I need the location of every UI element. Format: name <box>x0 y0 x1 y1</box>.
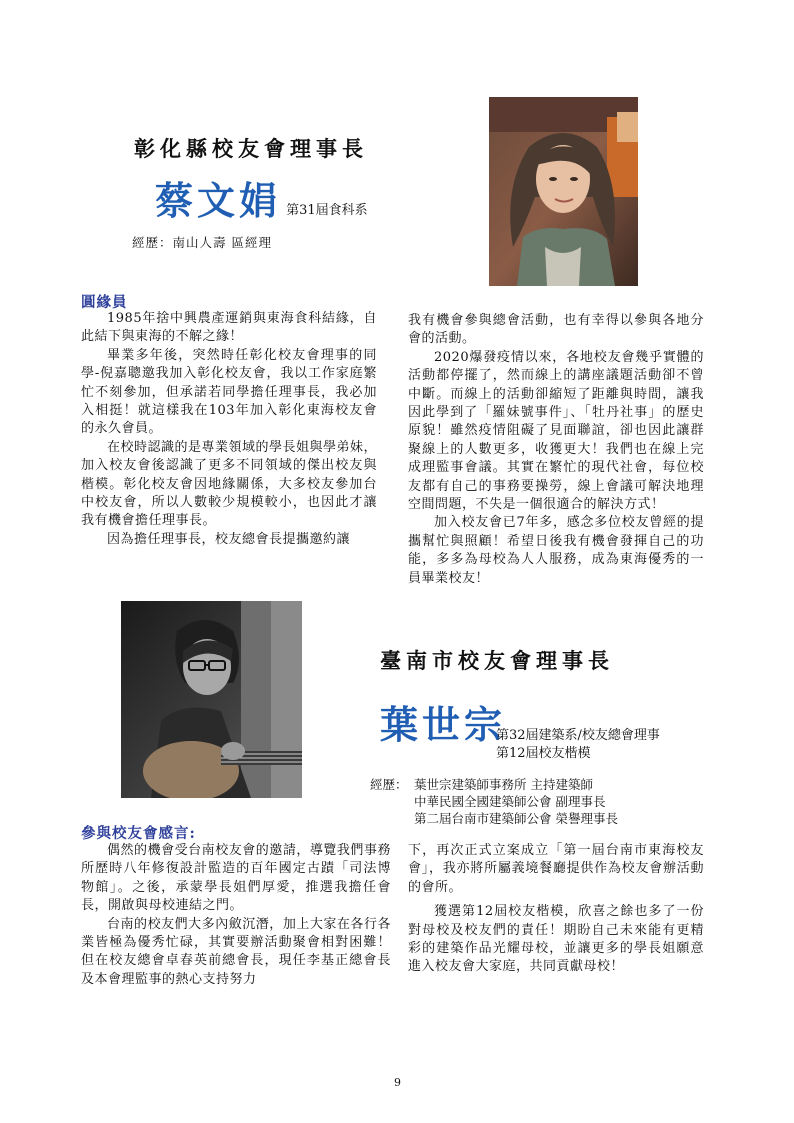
section2-class-info-1: 第32屆建築系/校友總會理事 <box>496 728 660 743</box>
section2-right-column <box>408 842 704 977</box>
section1-right-paragraph: 加入校友會已7年多，感念多位校友曾經的提攜幫忙與照顧！希望日後我有機會發揮自己的功能，多多為母校為人人服務，成為東海優秀的一員畢業校友！ <box>408 515 704 586</box>
section1-name-row <box>155 178 368 223</box>
portrait-guitarist-image <box>121 601 302 798</box>
portrait-woman-image <box>489 97 638 286</box>
section2-right-paragraph: 獲選第12屆校友楷模，欣喜之餘也多了一份對母校及校友們的責任！期盼自己未來能有更精彩的建築作品光耀母校，並讓更多的學長姐願意進入校友會大家庭，共同貢獻母校！ <box>408 904 704 975</box>
section1-left-paragraph: 因為擔任理事長，校友總會長提攜邀約讓 <box>107 531 351 547</box>
section2-career-lines <box>414 776 618 827</box>
section1-right-column <box>408 312 704 588</box>
section1-name: 蔡文娟 <box>155 178 282 223</box>
section2-right-paragraph: 下，再次正式立案成立「第一屆台南市東海校友會」，我亦將所屬義境餐廳提供作為校友會辦活動的會所。 <box>408 843 704 895</box>
section1-heading: 圓緣員 <box>81 294 128 311</box>
section1-left-paragraph: 在校時認識的是專業領域的學長姐與學弟妹，加入校友會後認識了更多不同領域的傑出校友與楷模。彰化校友會因地緣關係，大多校友參加台中校友會，所以人數較少規模較小，也因此才讓我有機會擔任理事長。 <box>81 439 378 529</box>
section1-career: 經歷：南山人壽 區經理 <box>132 235 272 250</box>
section2-left-paragraph: 台南的校友們大多內斂沉潛，加上大家在各行各業皆極為優秀忙碌，其實要辦活動聚會相對困難！但在校友總會卓春英前總會長，現任李基正總會長及本會理監事的熱心支持努力 <box>81 916 391 987</box>
section2-name: 葉世宗 <box>380 702 507 747</box>
section2-career-line: 中華民國全國建築師公會 副理事長 <box>414 794 606 809</box>
section1-title: 彰化縣校友會理事長 <box>134 136 368 161</box>
section2-career-line: 葉世宗建築師事務所 主持建築師 <box>414 777 593 792</box>
section2-career-line: 第二屆台南市建築師公會 榮譽理事長 <box>414 811 618 826</box>
section1-class-info: 第31屆食科系 <box>286 203 368 218</box>
section2-heading: 參與校友會感言: <box>81 825 196 842</box>
page-number: 9 <box>394 1076 401 1089</box>
section1-left-paragraph: 1985年捨中興農產運銷與東海食科結緣，自此結下與東海的不解之緣！ <box>81 311 377 345</box>
section1-left-paragraph: 畢業多年後，突然時任彰化校友會理事的同學-倪嘉聰邀我加入彰化校友會，我以工作家庭繁忙不刻參加，但承諾若同學擔任理事長，我必加入相挺！就這樣我在103年加入彰化東海校友會的永久會員。 <box>81 347 377 437</box>
section2-left-column <box>81 842 391 989</box>
section2-career-label: 經歷： <box>370 777 408 792</box>
section1-right-paragraph: 2020爆發疫情以來，各地校友會幾乎實體的活動都停擺了，然而線上的講座議題活動卻不曾中斷。而線上的活動卻縮短了距離與時間，讓我因此學到了「羅妹號事件」、「牡丹社事」的歷史原貌！雖然疫情阻礙了見面聯誼，卻也因此讓群聚線上的人數更多，收獲更大！我們也在線上完成理監事會議。其實在繁忙的現代社會，每位校友都有自己的事務要操勞，線上會議可解決地理空間問題，不失是一個很適合的解決方式！ <box>408 349 704 513</box>
section1-right-paragraph: 我有機會參與總會活動，也有幸得以參與各地分會的活動。 <box>408 313 704 347</box>
section2-left-paragraph: 偶然的機會受台南校友會的邀請，導覽我們事務所歷時八年修復設計監造的百年國定古蹟「司法博物館」。之後，承蒙學長姐們厚愛，推選我擔任會長，開啟與母校連結之門。 <box>81 843 391 914</box>
section1-left-column <box>81 310 377 549</box>
section2-title: 臺南市校友會理事長 <box>380 648 614 673</box>
section2-portrait-photo <box>121 601 302 798</box>
section1-portrait-photo <box>489 97 638 286</box>
section2-class-info-2: 第12屆校友楷模 <box>496 746 591 761</box>
